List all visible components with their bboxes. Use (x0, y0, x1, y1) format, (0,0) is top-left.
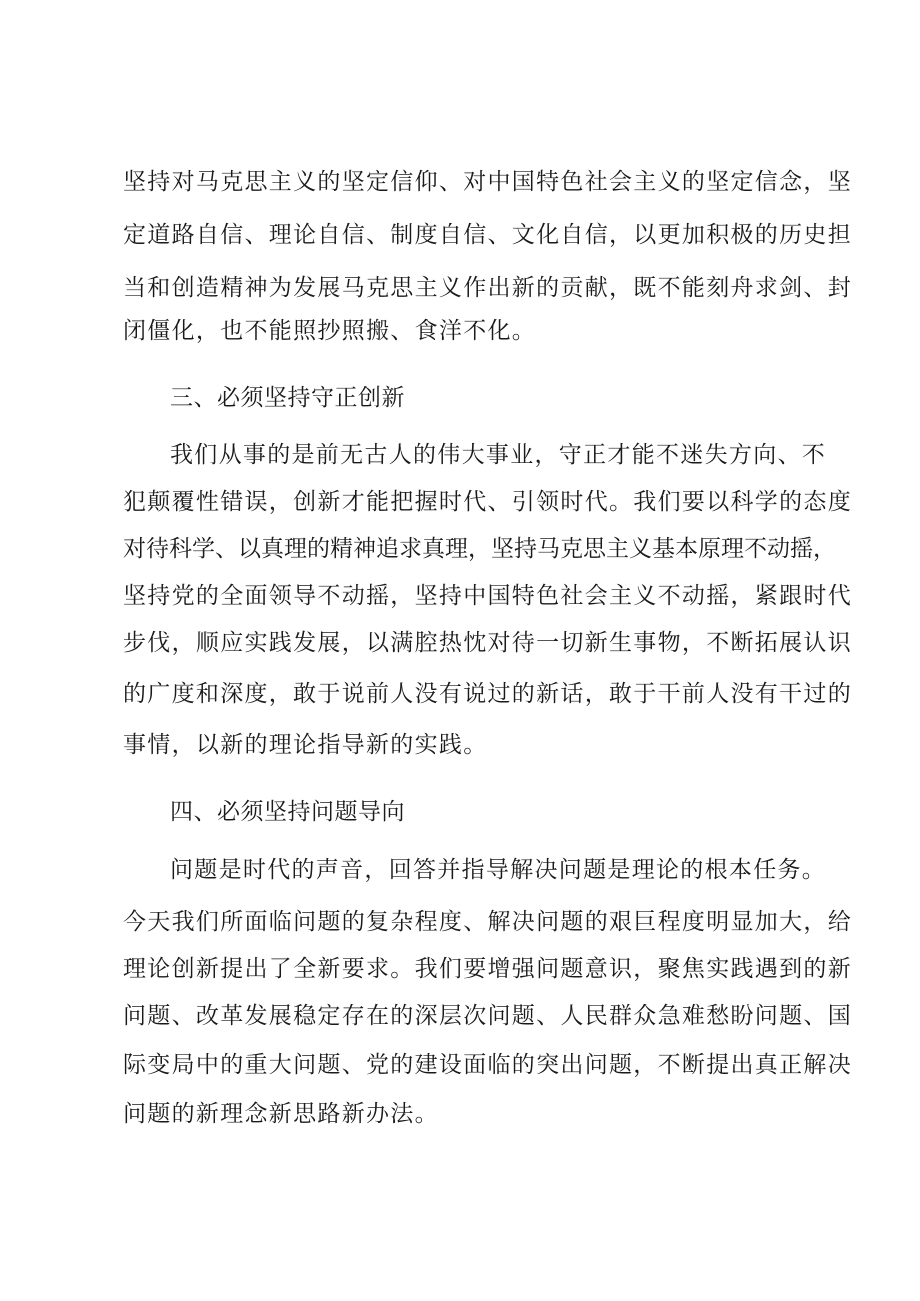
section-4-line-3: 理论创新提出了全新要求。我们要增强问题意识，聚焦实践遇到的新 (123, 956, 852, 982)
section-3-line-6: 的广度和深度，敢于说前人没有说过的新话，敢于干前人没有干过的 (123, 681, 852, 707)
section-3-line-4: 坚持党的全面领导不动摇，坚持中国特色社会主义不动摇，紧跟时代 (123, 583, 852, 609)
section-3-line-7: 事情，以新的理论指导新的实践。 (123, 732, 488, 758)
section-4-line-1: 问题是时代的声音，回答并指导解决问题是理论的根本任务。 (170, 857, 827, 883)
section-3-line-3: 对待科学、以真理的精神追求真理，坚持马克思主义基本原理不动摇， (123, 536, 836, 562)
section-3-heading: 三、必须坚持守正创新 (170, 385, 405, 411)
paragraph-1-line-4: 闭僵化，也不能照抄照搬、食洋不化。 (123, 318, 537, 344)
section-4-line-2: 今天我们所面临问题的复杂程度、解决问题的艰巨程度明显加大，给 (123, 909, 852, 935)
section-4-line-4: 问题、改革发展稳定存在的深层次问题、人民群众急难愁盼问题、国 (123, 1003, 852, 1029)
paragraph-1-line-3: 当和创造精神为发展马克思主义作出新的贡献，既不能刻舟求剑、封 (123, 275, 852, 301)
section-4-heading: 四、必须坚持问题导向 (170, 799, 405, 825)
paragraph-1-line-1: 坚持对马克思主义的坚定信仰、对中国特色社会主义的坚定信念，坚 (123, 169, 852, 195)
section-3-line-1: 我们从事的是前无古人的伟大事业，守正才能不迷失方向、不 (170, 442, 827, 468)
section-4-line-6: 问题的新理念新思路新办法。 (123, 1101, 439, 1127)
section-3-line-2: 犯颠覆性错误，创新才能把握时代、引领时代。我们要以科学的态度 (123, 489, 852, 515)
section-4-line-5: 际变局中的重大问题、党的建设面临的突出问题，不断提出真正解决 (123, 1052, 852, 1078)
paragraph-1-line-2: 定道路自信、理论自信、制度自信、文化自信，以更加积极的历史担 (123, 222, 852, 248)
section-3-line-5: 步伐，顺应实践发展，以满腔热忱对待一切新生事物，不断拓展认识 (123, 630, 852, 656)
